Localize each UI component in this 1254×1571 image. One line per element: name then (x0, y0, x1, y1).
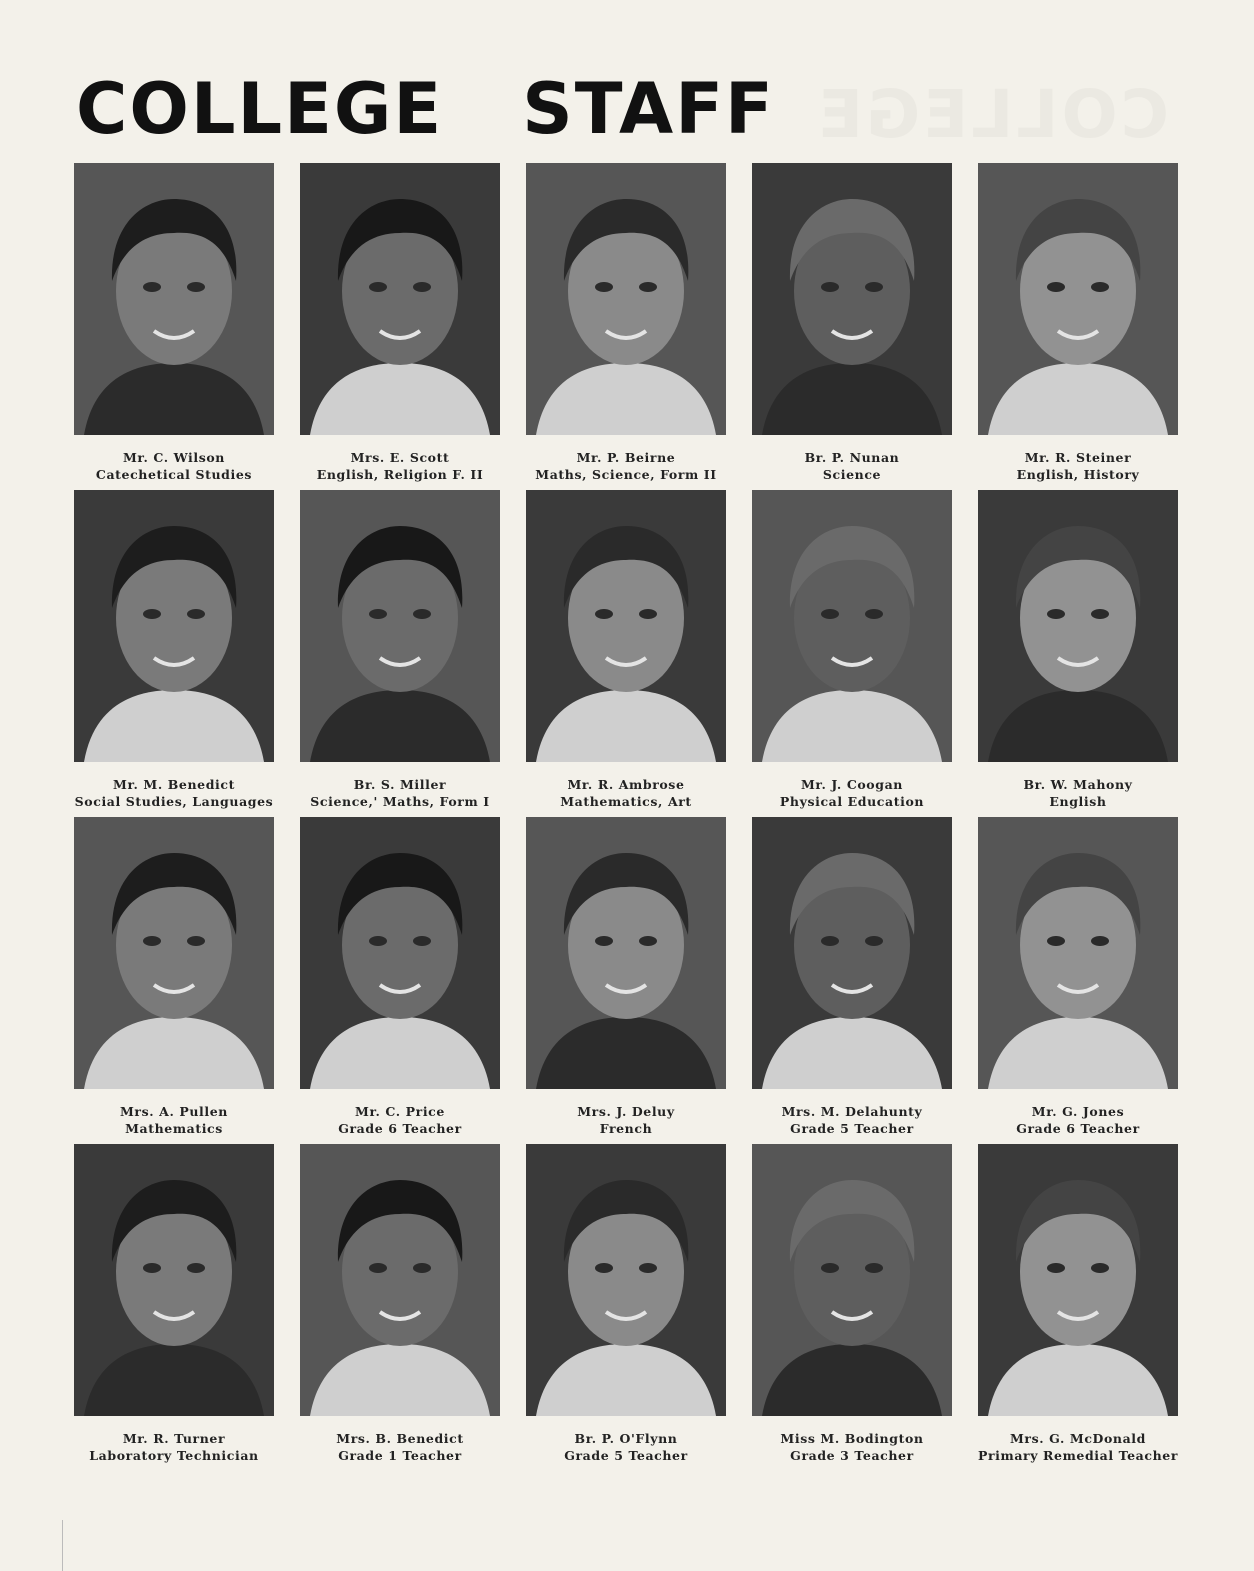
staff-card (74, 1144, 274, 1471)
staff-card (526, 490, 726, 817)
staff-portrait-photo (300, 490, 500, 762)
staff-name: Mr. J. Coogan (801, 777, 903, 792)
staff-name: Mrs. A. Pullen (120, 1104, 228, 1119)
staff-caption (780, 776, 924, 810)
staff-caption (120, 1103, 228, 1137)
staff-role: Physical Education (779, 794, 925, 809)
staff-card (752, 490, 952, 817)
staff-card (752, 817, 952, 1144)
staff-portrait-photo (74, 1144, 274, 1416)
staff-card (74, 490, 274, 817)
staff-caption (89, 1430, 258, 1464)
staff-card (74, 817, 274, 1144)
staff-portrait-photo (526, 490, 726, 762)
staff-name: Mr. R. Steiner (1024, 450, 1132, 465)
staff-portrait-photo (752, 817, 952, 1089)
staff-card (300, 1144, 500, 1471)
staff-role: Social Studies, Languages (74, 794, 274, 809)
staff-role: Grade 3 Teacher (790, 1448, 914, 1463)
staff-name: Mr. M. Benedict (113, 777, 235, 792)
staff-portrait-photo (526, 1144, 726, 1416)
staff-role: Grade 6 Teacher (338, 1121, 462, 1136)
page-title: COLLEGE STAFF (76, 68, 775, 150)
staff-card (526, 817, 726, 1144)
staff-name: Mrs. E. Scott (350, 450, 450, 465)
staff-caption (780, 1430, 923, 1464)
staff-caption (75, 776, 274, 810)
staff-name: Br. P. Nunan (804, 450, 900, 465)
staff-portrait-photo (300, 1144, 500, 1416)
staff-role: Laboratory Technician (89, 1448, 259, 1463)
staff-name: Mr. P. Beirne (576, 450, 676, 465)
staff-portrait-photo (526, 163, 726, 435)
staff-caption (564, 1430, 688, 1464)
staff-card (526, 163, 726, 490)
page-margin-mark (62, 1520, 63, 1571)
staff-card (74, 163, 274, 490)
staff-caption (1017, 449, 1140, 483)
staff-name: Br. W. Mahony (1023, 777, 1133, 792)
staff-role: Mathematics, Art (560, 794, 692, 809)
staff-caption (805, 449, 900, 483)
staff-caption (338, 1103, 462, 1137)
staff-card (752, 163, 952, 490)
staff-portrait-photo (74, 163, 274, 435)
staff-portrait-photo (978, 163, 1178, 435)
staff-role: English, History (1016, 467, 1140, 482)
staff-name: Mr. G. Jones (1031, 1104, 1125, 1119)
staff-portrait-photo (74, 490, 274, 762)
staff-name: Br. S. Miller (353, 777, 447, 792)
staff-role: Grade 5 Teacher (564, 1448, 688, 1463)
staff-role: Grade 1 Teacher (338, 1448, 462, 1463)
staff-name: Miss M. Bodington (780, 1431, 924, 1446)
staff-role: French (599, 1121, 653, 1136)
staff-name: Br. P. O'Flynn (574, 1431, 678, 1446)
staff-card (300, 163, 500, 490)
staff-role: English (1049, 794, 1107, 809)
staff-role: Maths, Science, Form II (535, 467, 717, 482)
staff-caption (1023, 776, 1132, 810)
show-through-text: COLLEGE (815, 76, 1169, 153)
staff-caption (782, 1103, 923, 1137)
staff-role: Grade 6 Teacher (1016, 1121, 1140, 1136)
staff-portrait-photo (300, 163, 500, 435)
staff-caption (336, 1430, 463, 1464)
staff-portrait-photo (752, 163, 952, 435)
staff-caption (535, 449, 716, 483)
staff-card (300, 817, 500, 1144)
staff-portrait-photo (752, 1144, 952, 1416)
staff-portrait-photo (752, 490, 952, 762)
staff-caption (978, 1430, 1178, 1464)
staff-role: Primary Remedial Teacher (977, 1448, 1179, 1463)
staff-caption (96, 449, 252, 483)
staff-role: Mathematics (125, 1121, 223, 1136)
staff-portrait-photo (978, 1144, 1178, 1416)
staff-name: Mrs. J. Deluy (577, 1104, 675, 1119)
staff-card (526, 1144, 726, 1471)
staff-role: Science,' Maths, Form I (310, 794, 490, 809)
staff-name: Mr. C. Price (355, 1104, 445, 1119)
staff-name: Mrs. B. Benedict (336, 1431, 464, 1446)
staff-portrait-photo (300, 817, 500, 1089)
staff-card (752, 1144, 952, 1471)
staff-name: Mrs. M. Delahunty (781, 1104, 923, 1119)
staff-role: English, Religion F. II (316, 467, 484, 482)
staff-card (978, 163, 1178, 490)
staff-grid (74, 163, 1178, 1471)
staff-caption (560, 776, 692, 810)
staff-role: Grade 5 Teacher (790, 1121, 914, 1136)
staff-portrait-photo (74, 817, 274, 1089)
staff-role: Science (822, 467, 882, 482)
staff-caption (1016, 1103, 1140, 1137)
staff-caption (577, 1103, 675, 1137)
staff-card (300, 490, 500, 817)
staff-card (978, 1144, 1178, 1471)
staff-name: Mr. R. Ambrose (567, 777, 685, 792)
staff-name: Mr. R. Turner (122, 1431, 226, 1446)
staff-name: Mrs. G. McDonald (1010, 1431, 1146, 1446)
staff-portrait-photo (978, 817, 1178, 1089)
staff-role: Catechetical Studies (95, 467, 253, 482)
staff-caption (310, 776, 489, 810)
staff-portrait-photo (978, 490, 1178, 762)
staff-portrait-photo (526, 817, 726, 1089)
staff-caption (317, 449, 484, 483)
staff-name: Mr. C. Wilson (122, 450, 225, 465)
staff-card (978, 817, 1178, 1144)
staff-card (978, 490, 1178, 817)
